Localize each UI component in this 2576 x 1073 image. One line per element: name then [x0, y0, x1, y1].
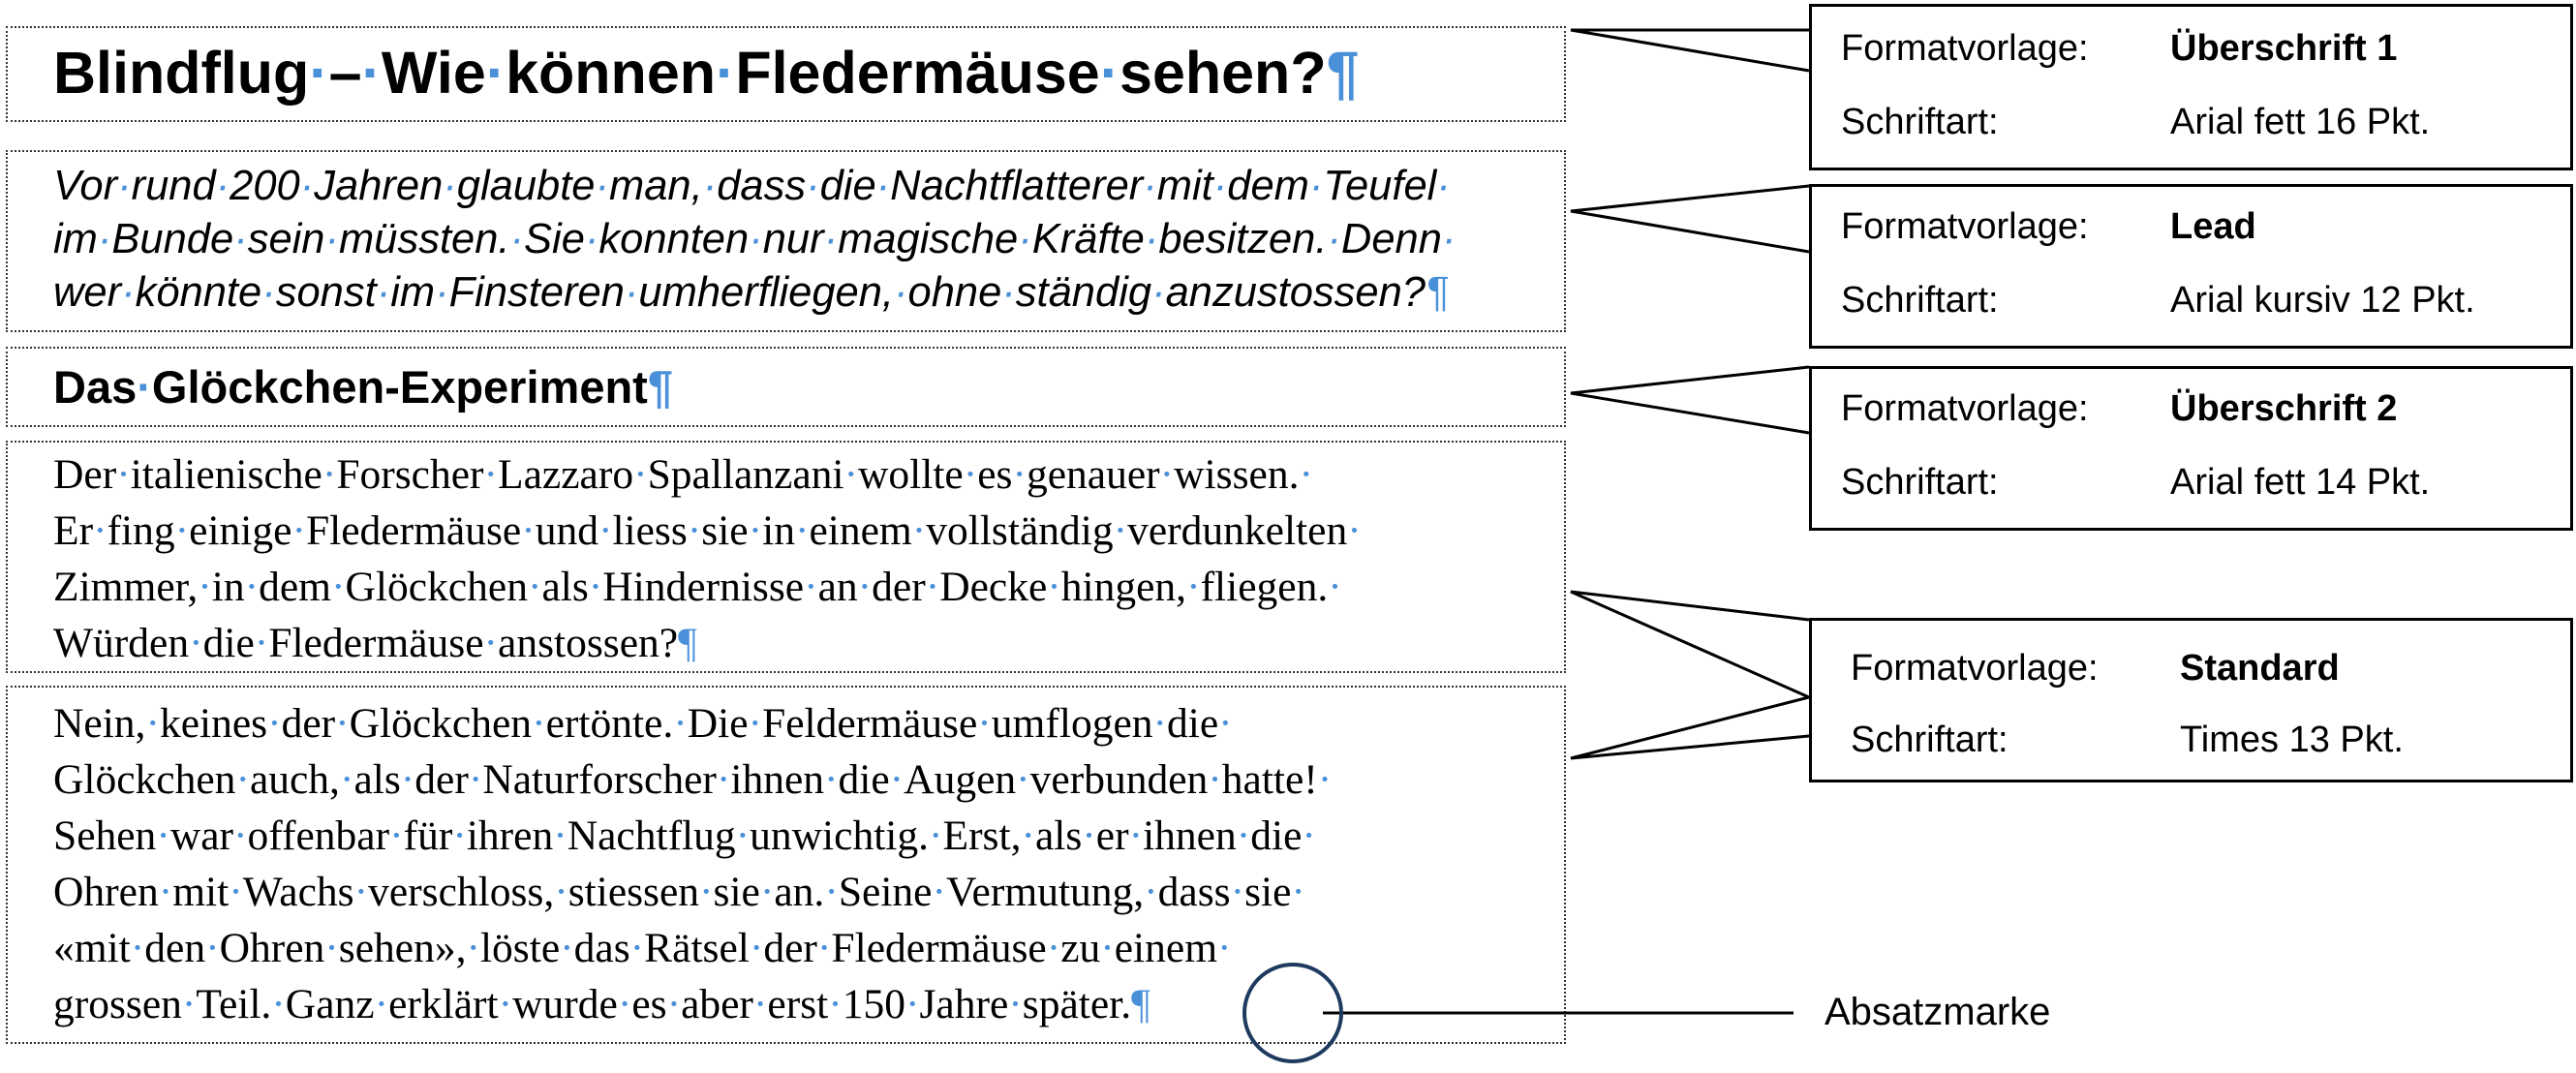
callout-style-value: Lead: [2170, 206, 2256, 247]
heading2-text: Das·Glöckchen-Experiment: [53, 361, 648, 413]
callout-standard: [1809, 618, 2573, 782]
paragraph-mark-label: Absatzmarke: [1825, 991, 2051, 1033]
paragraph-mark-icon: ¶: [1131, 981, 1150, 1027]
standard-line: grossen·Teil.·Ganz·erklärt·wurde·es·aber·erst·150·Jahre·später.: [53, 981, 1132, 1027]
standard-line: Der·italienische·Forscher·Lazzaro·Spallanzani·wollte·es·genauer·wissen.·: [53, 451, 1313, 498]
callout-label: Formatvorlage:: [1841, 28, 2089, 69]
callout-label: Schriftart:: [1841, 280, 1999, 321]
callout-font-value: Times 13 Pkt.: [2180, 720, 2404, 760]
standard-line: Würden·die·Fledermäuse·anstossen?: [53, 620, 679, 666]
lead-line: im·Bunde·sein·müssten.·Sie·konnten·nur·magische·Kräfte·besitzen.·Denn·: [53, 216, 1457, 262]
callout-heading2: [1809, 366, 2573, 531]
standard-line: Er·fing·einige·Fledermäuse·und·liess·sie·in·einem·vollständig·verdunkelten·: [53, 507, 1362, 554]
callout-row-style: [1841, 26, 2089, 71]
callout-label: Schriftart:: [1841, 462, 1999, 503]
callout-label: Schriftart:: [1841, 102, 1999, 142]
standard-line: Zimmer,·in·dem·Glöckchen·als·Hindernisse·an·der·Decke·hingen,·fliegen.·: [53, 564, 1342, 610]
paragraph-mark-icon: ¶: [647, 361, 673, 413]
heading1-text: Blindflug·–·Wie·können·Fledermäuse·sehen?: [53, 40, 1327, 106]
standard-line: «mit·den·Ohren·sehen»,·löste·das·Rätsel·der·Fledermäuse·zu·einem·: [53, 925, 1232, 971]
callout-font-value: Arial fett 14 Pkt.: [2170, 462, 2431, 503]
lead-line: Vor·rund·200·Jahren·glaubte·man,·dass·die·Nachtflatterer·mit·dem·Teufel·: [53, 163, 1451, 209]
callout-style-value: Standard: [2180, 648, 2340, 689]
lead-line: wer·könnte·sonst·im·Finsteren·umherfliegen,·ohne·ständig·anzustossen?: [53, 269, 1426, 316]
callout-font-value: Arial fett 16 Pkt.: [2170, 102, 2431, 142]
callout-lead: [1809, 184, 2573, 349]
callout-font-value: Arial kursiv 12 Pkt.: [2170, 280, 2475, 321]
standard-line: Ohren·mit·Wachs·verschloss,·stiessen·sie·an.·Seine·Vermutung,·dass·sie·: [53, 869, 1305, 915]
callout-label: Schriftart:: [1851, 720, 2009, 760]
callout-label: Formatvorlage:: [1841, 388, 2089, 429]
paragraph-mark-icon: ¶: [678, 620, 697, 666]
paragraph-mark-icon: ¶: [1426, 269, 1449, 316]
callout-heading1: [1809, 4, 2573, 170]
callout-label: Formatvorlage:: [1851, 648, 2099, 689]
callout-style-value: Überschrift 1: [2170, 28, 2398, 69]
callout-label: Formatvorlage:: [1841, 206, 2089, 247]
standard-line: Glöckchen·auch,·als·der·Naturforscher·ihnen·die·Augen·verbunden·hatte!·: [53, 756, 1333, 803]
callout-style-value: Überschrift 2: [2170, 388, 2398, 429]
paragraph-mark-icon: ¶: [1326, 40, 1360, 106]
standard-line: Nein,·keines·der·Glöckchen·ertönte.·Die·Feldermäuse·umflogen·die·: [53, 700, 1233, 747]
standard-line: Sehen·war·offenbar·für·ihren·Nachtflug·unwichtig.·Erst,·als·er·ihnen·die·: [53, 812, 1316, 859]
